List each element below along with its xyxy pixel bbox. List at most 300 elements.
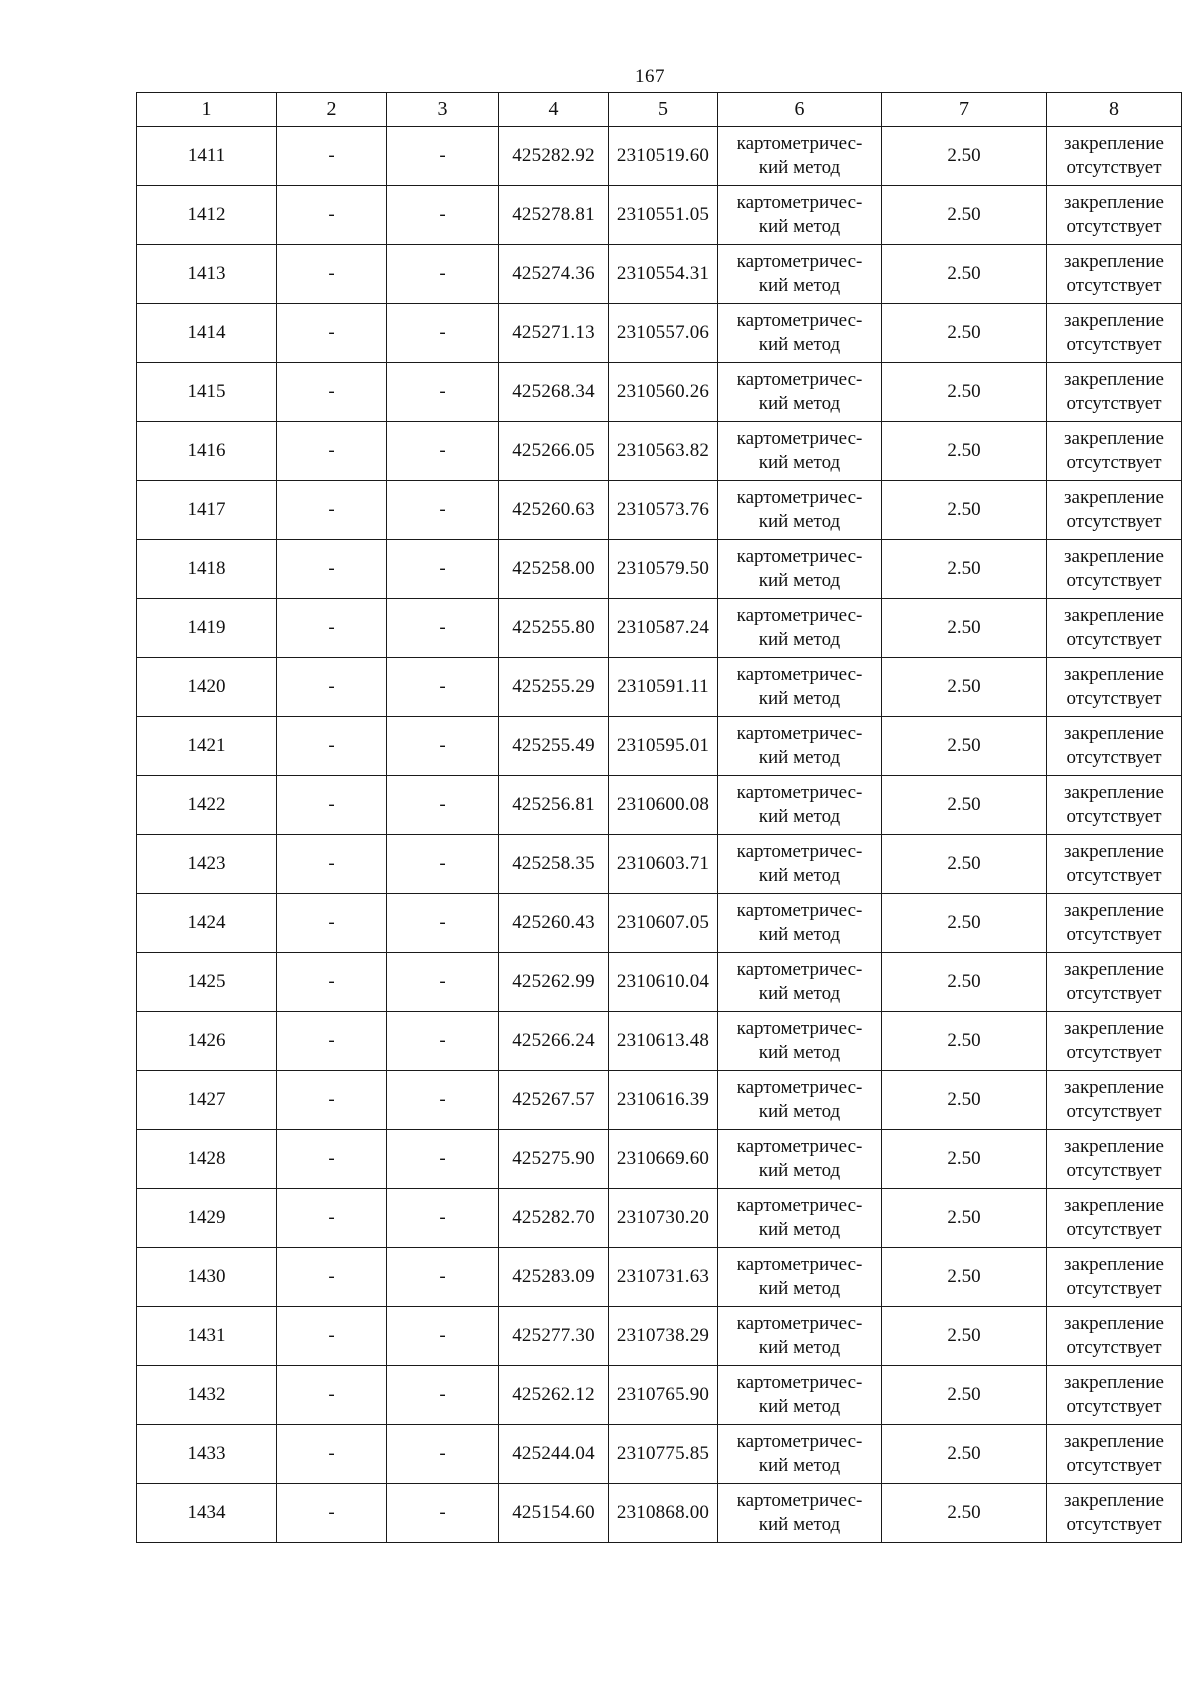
col-2-cell: - xyxy=(277,245,387,304)
header-col-3: 3 xyxy=(387,93,499,127)
accuracy-cell: 2.50 xyxy=(882,1071,1047,1130)
x-coordinate-cell: 425260.63 xyxy=(499,481,609,540)
method-cell xyxy=(718,658,882,717)
y-coordinate-cell: 2310591.11 xyxy=(609,658,718,717)
fixation-line-2: отсутствует xyxy=(1066,393,1162,414)
point-number-cell: 1432 xyxy=(137,1366,277,1425)
header-col-4: 4 xyxy=(499,93,609,127)
point-number-cell: 1420 xyxy=(137,658,277,717)
fixation-cell xyxy=(1047,1071,1182,1130)
fixation-line-2: отсутствует xyxy=(1066,157,1162,178)
col-3-cell: - xyxy=(387,658,499,717)
table-row xyxy=(137,835,1182,894)
col-2-cell: - xyxy=(277,1071,387,1130)
table-row xyxy=(137,717,1182,776)
fixation-cell xyxy=(1047,1307,1182,1366)
method-line-2: кий метод xyxy=(758,157,841,178)
table-row xyxy=(137,1366,1182,1425)
fixation-cell xyxy=(1047,776,1182,835)
point-number-cell: 1426 xyxy=(137,1012,277,1071)
point-number-cell: 1434 xyxy=(137,1484,277,1543)
header-col-2: 2 xyxy=(277,93,387,127)
method-line-1: картометричес- xyxy=(736,841,863,862)
fixation-line-1: закрепление xyxy=(1064,1195,1164,1216)
fixation-line-1: закрепление xyxy=(1064,1431,1164,1452)
fixation-line-2: отсутствует xyxy=(1066,1514,1162,1535)
accuracy-cell: 2.50 xyxy=(882,776,1047,835)
table-row xyxy=(137,1189,1182,1248)
accuracy-cell: 2.50 xyxy=(882,127,1047,186)
method-cell xyxy=(718,363,882,422)
fixation-line-2: отсутствует xyxy=(1066,334,1162,355)
col-2-cell: - xyxy=(277,127,387,186)
method-line-2: кий метод xyxy=(758,393,841,414)
method-line-1: картометричес- xyxy=(736,664,863,685)
col-2-cell: - xyxy=(277,835,387,894)
header-col-8: 8 xyxy=(1047,93,1182,127)
method-line-2: кий метод xyxy=(758,1160,841,1181)
method-line-1: картометричес- xyxy=(736,192,863,213)
fixation-line-1: закрепление xyxy=(1064,605,1164,626)
table-row xyxy=(137,481,1182,540)
fixation-cell xyxy=(1047,186,1182,245)
fixation-cell xyxy=(1047,717,1182,776)
y-coordinate-cell: 2310868.00 xyxy=(609,1484,718,1543)
x-coordinate-cell: 425255.80 xyxy=(499,599,609,658)
fixation-cell xyxy=(1047,304,1182,363)
method-line-1: картометричес- xyxy=(736,900,863,921)
fixation-cell xyxy=(1047,658,1182,717)
point-number-cell: 1412 xyxy=(137,186,277,245)
x-coordinate-cell: 425282.70 xyxy=(499,1189,609,1248)
col-3-cell: - xyxy=(387,540,499,599)
x-coordinate-cell: 425255.29 xyxy=(499,658,609,717)
method-cell xyxy=(718,186,882,245)
point-number-cell: 1421 xyxy=(137,717,277,776)
method-line-2: кий метод xyxy=(758,511,841,532)
fixation-line-1: закрепление xyxy=(1064,1372,1164,1393)
point-number-cell: 1414 xyxy=(137,304,277,363)
point-number-cell: 1416 xyxy=(137,422,277,481)
col-2-cell: - xyxy=(277,363,387,422)
col-2-cell: - xyxy=(277,1248,387,1307)
method-line-1: картометричес- xyxy=(736,251,863,272)
fixation-line-2: отсутствует xyxy=(1066,983,1162,1004)
method-cell xyxy=(718,717,882,776)
method-line-1: картометричес- xyxy=(736,1313,863,1334)
fixation-line-2: отсутствует xyxy=(1066,1278,1162,1299)
x-coordinate-cell: 425268.34 xyxy=(499,363,609,422)
point-number-cell: 1433 xyxy=(137,1425,277,1484)
method-line-2: кий метод xyxy=(758,747,841,768)
method-line-1: картометричес- xyxy=(736,1431,863,1452)
fixation-cell xyxy=(1047,1366,1182,1425)
fixation-line-2: отсутствует xyxy=(1066,629,1162,650)
col-3-cell: - xyxy=(387,363,499,422)
fixation-line-2: отсутствует xyxy=(1066,924,1162,945)
x-coordinate-cell: 425275.90 xyxy=(499,1130,609,1189)
accuracy-cell: 2.50 xyxy=(882,1248,1047,1307)
fixation-line-1: закрепление xyxy=(1064,723,1164,744)
fixation-line-1: закрепление xyxy=(1064,133,1164,154)
col-3-cell: - xyxy=(387,1307,499,1366)
method-cell xyxy=(718,953,882,1012)
point-number-cell: 1422 xyxy=(137,776,277,835)
table-row xyxy=(137,658,1182,717)
accuracy-cell: 2.50 xyxy=(882,1189,1047,1248)
method-line-1: картометричес- xyxy=(736,959,863,980)
col-3-cell: - xyxy=(387,481,499,540)
accuracy-cell: 2.50 xyxy=(882,599,1047,658)
fixation-cell xyxy=(1047,1189,1182,1248)
col-3-cell: - xyxy=(387,1189,499,1248)
col-2-cell: - xyxy=(277,1425,387,1484)
accuracy-cell: 2.50 xyxy=(882,658,1047,717)
method-cell xyxy=(718,1248,882,1307)
fixation-line-2: отсутствует xyxy=(1066,1337,1162,1358)
col-3-cell: - xyxy=(387,717,499,776)
fixation-line-1: закрепление xyxy=(1064,546,1164,567)
table-row xyxy=(137,1425,1182,1484)
accuracy-cell: 2.50 xyxy=(882,717,1047,776)
fixation-line-2: отсутствует xyxy=(1066,747,1162,768)
fixation-cell xyxy=(1047,363,1182,422)
col-3-cell: - xyxy=(387,304,499,363)
method-line-1: картометричес- xyxy=(736,487,863,508)
method-line-2: кий метод xyxy=(758,452,841,473)
point-number-cell: 1423 xyxy=(137,835,277,894)
method-line-1: картометричес- xyxy=(736,782,863,803)
fixation-line-1: закрепление xyxy=(1064,1077,1164,1098)
accuracy-cell: 2.50 xyxy=(882,1425,1047,1484)
table-row xyxy=(137,1012,1182,1071)
point-number-cell: 1415 xyxy=(137,363,277,422)
fixation-cell xyxy=(1047,127,1182,186)
col-2-cell: - xyxy=(277,1012,387,1071)
fixation-line-1: закрепление xyxy=(1064,1313,1164,1334)
table-row xyxy=(137,540,1182,599)
col-2-cell: - xyxy=(277,540,387,599)
accuracy-cell: 2.50 xyxy=(882,835,1047,894)
header-col-6: 6 xyxy=(718,93,882,127)
table-row xyxy=(137,186,1182,245)
method-cell xyxy=(718,599,882,658)
point-number-cell: 1413 xyxy=(137,245,277,304)
method-line-2: кий метод xyxy=(758,334,841,355)
method-cell xyxy=(718,1071,882,1130)
fixation-line-1: закрепление xyxy=(1064,841,1164,862)
fixation-line-2: отсутствует xyxy=(1066,216,1162,237)
fixation-line-1: закрепление xyxy=(1064,487,1164,508)
y-coordinate-cell: 2310560.26 xyxy=(609,363,718,422)
col-2-cell: - xyxy=(277,658,387,717)
method-cell xyxy=(718,1307,882,1366)
table-row xyxy=(137,422,1182,481)
fixation-line-1: закрепление xyxy=(1064,782,1164,803)
table-row xyxy=(137,1248,1182,1307)
col-3-cell: - xyxy=(387,1484,499,1543)
fixation-line-2: отсутствует xyxy=(1066,865,1162,886)
point-number-cell: 1425 xyxy=(137,953,277,1012)
method-line-1: картометричес- xyxy=(736,1490,863,1511)
fixation-line-1: закрепление xyxy=(1064,310,1164,331)
col-3-cell: - xyxy=(387,835,499,894)
fixation-cell xyxy=(1047,1130,1182,1189)
table-body xyxy=(137,127,1182,1543)
col-2-cell: - xyxy=(277,894,387,953)
fixation-line-2: отсутствует xyxy=(1066,452,1162,473)
table-row xyxy=(137,1484,1182,1543)
x-coordinate-cell: 425244.04 xyxy=(499,1425,609,1484)
y-coordinate-cell: 2310731.63 xyxy=(609,1248,718,1307)
method-line-1: картометричес- xyxy=(736,369,863,390)
x-coordinate-cell: 425283.09 xyxy=(499,1248,609,1307)
point-number-cell: 1417 xyxy=(137,481,277,540)
accuracy-cell: 2.50 xyxy=(882,245,1047,304)
accuracy-cell: 2.50 xyxy=(882,481,1047,540)
fixation-line-2: отсутствует xyxy=(1066,1160,1162,1181)
coordinates-table xyxy=(136,92,1182,1543)
fixation-line-2: отсутствует xyxy=(1066,1042,1162,1063)
x-coordinate-cell: 425278.81 xyxy=(499,186,609,245)
accuracy-cell: 2.50 xyxy=(882,186,1047,245)
y-coordinate-cell: 2310519.60 xyxy=(609,127,718,186)
method-line-1: картометричес- xyxy=(736,1077,863,1098)
method-line-2: кий метод xyxy=(758,983,841,1004)
accuracy-cell: 2.50 xyxy=(882,953,1047,1012)
x-coordinate-cell: 425266.24 xyxy=(499,1012,609,1071)
fixation-line-1: закрепление xyxy=(1064,1490,1164,1511)
fixation-line-2: отсутствует xyxy=(1066,1101,1162,1122)
col-3-cell: - xyxy=(387,1248,499,1307)
col-2-cell: - xyxy=(277,304,387,363)
accuracy-cell: 2.50 xyxy=(882,363,1047,422)
x-coordinate-cell: 425258.35 xyxy=(499,835,609,894)
method-line-1: картометричес- xyxy=(736,546,863,567)
y-coordinate-cell: 2310738.29 xyxy=(609,1307,718,1366)
col-2-cell: - xyxy=(277,1307,387,1366)
x-coordinate-cell: 425282.92 xyxy=(499,127,609,186)
x-coordinate-cell: 425271.13 xyxy=(499,304,609,363)
accuracy-cell: 2.50 xyxy=(882,540,1047,599)
x-coordinate-cell: 425154.60 xyxy=(499,1484,609,1543)
table-row xyxy=(137,1071,1182,1130)
accuracy-cell: 2.50 xyxy=(882,1130,1047,1189)
fixation-cell xyxy=(1047,481,1182,540)
x-coordinate-cell: 425260.43 xyxy=(499,894,609,953)
point-number-cell: 1424 xyxy=(137,894,277,953)
fixation-line-2: отсутствует xyxy=(1066,570,1162,591)
y-coordinate-cell: 2310587.24 xyxy=(609,599,718,658)
table-row xyxy=(137,894,1182,953)
col-3-cell: - xyxy=(387,894,499,953)
col-2-cell: - xyxy=(277,1366,387,1425)
y-coordinate-cell: 2310765.90 xyxy=(609,1366,718,1425)
method-line-1: картометричес- xyxy=(736,605,863,626)
method-cell xyxy=(718,540,882,599)
point-number-cell: 1419 xyxy=(137,599,277,658)
table-header xyxy=(137,93,1182,127)
fixation-cell xyxy=(1047,835,1182,894)
fixation-line-2: отсутствует xyxy=(1066,275,1162,296)
fixation-line-2: отсутствует xyxy=(1066,511,1162,532)
point-number-cell: 1429 xyxy=(137,1189,277,1248)
method-line-1: картометричес- xyxy=(736,1254,863,1275)
method-line-2: кий метод xyxy=(758,216,841,237)
fixation-cell xyxy=(1047,245,1182,304)
method-cell xyxy=(718,1425,882,1484)
x-coordinate-cell: 425262.99 xyxy=(499,953,609,1012)
fixation-line-1: закрепление xyxy=(1064,1254,1164,1275)
method-line-2: кий метод xyxy=(758,629,841,650)
accuracy-cell: 2.50 xyxy=(882,1307,1047,1366)
method-cell xyxy=(718,1012,882,1071)
method-line-1: картометричес- xyxy=(736,310,863,331)
accuracy-cell: 2.50 xyxy=(882,1484,1047,1543)
table-row xyxy=(137,127,1182,186)
y-coordinate-cell: 2310775.85 xyxy=(609,1425,718,1484)
method-cell xyxy=(718,1189,882,1248)
col-2-cell: - xyxy=(277,1130,387,1189)
col-3-cell: - xyxy=(387,127,499,186)
method-line-2: кий метод xyxy=(758,806,841,827)
col-3-cell: - xyxy=(387,1130,499,1189)
col-3-cell: - xyxy=(387,186,499,245)
fixation-line-2: отсутствует xyxy=(1066,688,1162,709)
fixation-line-2: отсутствует xyxy=(1066,1396,1162,1417)
y-coordinate-cell: 2310573.76 xyxy=(609,481,718,540)
y-coordinate-cell: 2310603.71 xyxy=(609,835,718,894)
method-line-2: кий метод xyxy=(758,570,841,591)
method-line-1: картометричес- xyxy=(736,1018,863,1039)
col-3-cell: - xyxy=(387,776,499,835)
col-2-cell: - xyxy=(277,717,387,776)
x-coordinate-cell: 425258.00 xyxy=(499,540,609,599)
col-2-cell: - xyxy=(277,776,387,835)
y-coordinate-cell: 2310595.01 xyxy=(609,717,718,776)
method-line-1: картометричес- xyxy=(736,1136,863,1157)
table-row xyxy=(137,245,1182,304)
method-line-1: картометричес- xyxy=(736,133,863,154)
y-coordinate-cell: 2310551.05 xyxy=(609,186,718,245)
method-cell xyxy=(718,835,882,894)
table-row xyxy=(137,304,1182,363)
fixation-line-2: отсутствует xyxy=(1066,1219,1162,1240)
method-cell xyxy=(718,894,882,953)
fixation-cell xyxy=(1047,894,1182,953)
point-number-cell: 1428 xyxy=(137,1130,277,1189)
col-3-cell: - xyxy=(387,1071,499,1130)
fixation-cell xyxy=(1047,599,1182,658)
fixation-line-1: закрепление xyxy=(1064,428,1164,449)
table-row xyxy=(137,953,1182,1012)
fixation-line-1: закрепление xyxy=(1064,664,1164,685)
method-cell xyxy=(718,1130,882,1189)
header-row xyxy=(137,93,1182,127)
point-number-cell: 1431 xyxy=(137,1307,277,1366)
fixation-line-1: закрепление xyxy=(1064,959,1164,980)
table-row xyxy=(137,1307,1182,1366)
method-line-2: кий метод xyxy=(758,1514,841,1535)
fixation-cell xyxy=(1047,953,1182,1012)
fixation-line-1: закрепление xyxy=(1064,1136,1164,1157)
table-row xyxy=(137,363,1182,422)
method-line-1: картометричес- xyxy=(736,428,863,449)
fixation-line-1: закрепление xyxy=(1064,192,1164,213)
y-coordinate-cell: 2310610.04 xyxy=(609,953,718,1012)
table-row xyxy=(137,776,1182,835)
col-3-cell: - xyxy=(387,422,499,481)
col-3-cell: - xyxy=(387,245,499,304)
method-cell xyxy=(718,304,882,363)
fixation-line-1: закрепление xyxy=(1064,369,1164,390)
col-2-cell: - xyxy=(277,481,387,540)
col-3-cell: - xyxy=(387,1425,499,1484)
table-row xyxy=(137,1130,1182,1189)
col-3-cell: - xyxy=(387,599,499,658)
fixation-cell xyxy=(1047,1248,1182,1307)
header-col-7: 7 xyxy=(882,93,1047,127)
fixation-line-1: закрепление xyxy=(1064,1018,1164,1039)
fixation-line-1: закрепление xyxy=(1064,251,1164,272)
point-number-cell: 1411 xyxy=(137,127,277,186)
x-coordinate-cell: 425274.36 xyxy=(499,245,609,304)
method-line-2: кий метод xyxy=(758,688,841,709)
method-line-2: кий метод xyxy=(758,1101,841,1122)
x-coordinate-cell: 425255.49 xyxy=(499,717,609,776)
fixation-cell xyxy=(1047,1425,1182,1484)
fixation-line-2: отсутствует xyxy=(1066,806,1162,827)
method-cell xyxy=(718,481,882,540)
point-number-cell: 1418 xyxy=(137,540,277,599)
col-2-cell: - xyxy=(277,186,387,245)
accuracy-cell: 2.50 xyxy=(882,422,1047,481)
accuracy-cell: 2.50 xyxy=(882,894,1047,953)
method-line-2: кий метод xyxy=(758,1455,841,1476)
y-coordinate-cell: 2310557.06 xyxy=(609,304,718,363)
fixation-cell xyxy=(1047,540,1182,599)
method-line-2: кий метод xyxy=(758,924,841,945)
method-line-2: кий метод xyxy=(758,275,841,296)
x-coordinate-cell: 425266.05 xyxy=(499,422,609,481)
fixation-line-1: закрепление xyxy=(1064,900,1164,921)
method-line-1: картометричес- xyxy=(736,1372,863,1393)
col-2-cell: - xyxy=(277,1189,387,1248)
y-coordinate-cell: 2310563.82 xyxy=(609,422,718,481)
method-line-2: кий метод xyxy=(758,865,841,886)
x-coordinate-cell: 425267.57 xyxy=(499,1071,609,1130)
y-coordinate-cell: 2310613.48 xyxy=(609,1012,718,1071)
method-line-2: кий метод xyxy=(758,1337,841,1358)
page-number: 167 xyxy=(635,66,665,87)
method-cell xyxy=(718,422,882,481)
y-coordinate-cell: 2310616.39 xyxy=(609,1071,718,1130)
point-number-cell: 1427 xyxy=(137,1071,277,1130)
y-coordinate-cell: 2310730.20 xyxy=(609,1189,718,1248)
x-coordinate-cell: 425256.81 xyxy=(499,776,609,835)
y-coordinate-cell: 2310600.08 xyxy=(609,776,718,835)
x-coordinate-cell: 425262.12 xyxy=(499,1366,609,1425)
table-row xyxy=(137,599,1182,658)
col-2-cell: - xyxy=(277,953,387,1012)
header-col-5: 5 xyxy=(609,93,718,127)
col-3-cell: - xyxy=(387,1012,499,1071)
y-coordinate-cell: 2310554.31 xyxy=(609,245,718,304)
method-line-2: кий метод xyxy=(758,1219,841,1240)
method-cell xyxy=(718,127,882,186)
col-3-cell: - xyxy=(387,953,499,1012)
accuracy-cell: 2.50 xyxy=(882,1366,1047,1425)
